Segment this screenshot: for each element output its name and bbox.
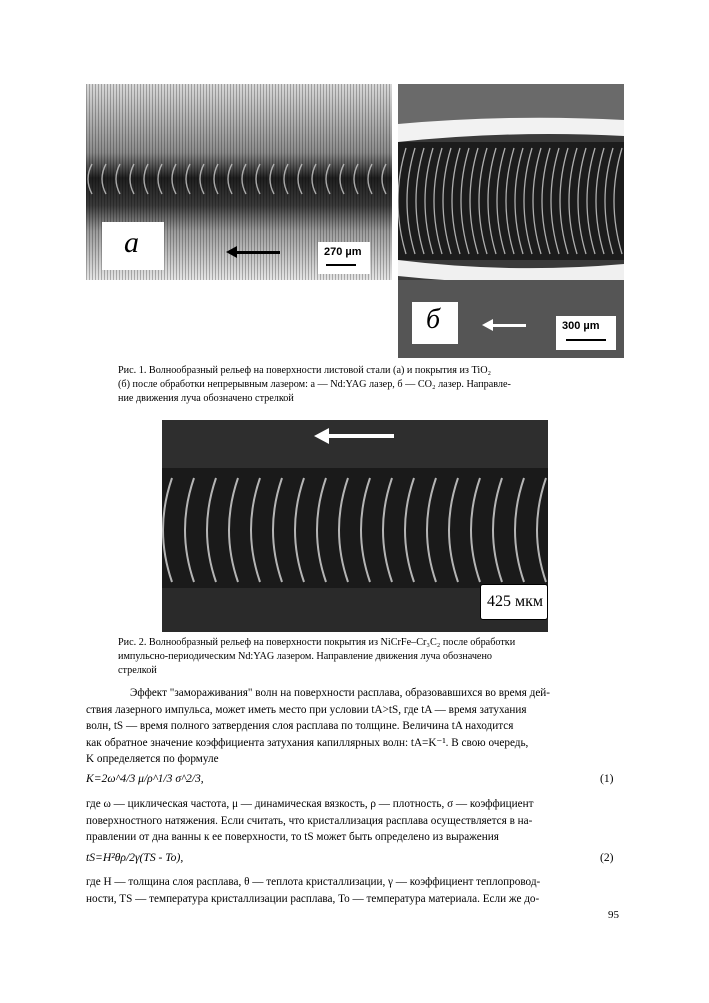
text-line: где ω — циклическая частота, μ — динамическая вязкость, ρ — плотность, σ — коэффициент	[86, 798, 534, 810]
panel-a-scale-box	[318, 242, 370, 274]
formula-1: K=2ω^4/3 μ/ρ^1/3 σ^2/3,	[86, 772, 204, 785]
arrow-head-a-icon	[226, 246, 237, 258]
figure1-caption	[118, 364, 598, 406]
text-line: K определяется по формуле	[86, 753, 219, 766]
caption-line: стрелкой	[118, 665, 157, 676]
figure2-scale-box	[480, 584, 548, 620]
text-line: где H — толщина слоя расплава, θ — теплота кристаллизации, γ — коэффициент теплопровод-	[86, 876, 541, 888]
panel-b-letter: б	[426, 304, 441, 335]
beam-direction-arrow-2	[328, 434, 394, 438]
figure1-panel-b-image	[398, 84, 624, 358]
paragraph-2	[86, 796, 624, 846]
formula-2: tS=H²θρ/2γ(TS - To),	[86, 851, 184, 864]
caption-line: импульсно-периодическим Nd:YAG лазером. Направление движения луча обозначено	[118, 651, 493, 662]
panel-a-scale-label: 270 µm	[324, 246, 362, 258]
text-line: ности, TS — температура кристаллизации расплава, To — температура материала. Если же до-	[86, 892, 540, 905]
arrow-head-2-icon	[314, 428, 329, 444]
figure2-scale-label: 425 мкм	[487, 593, 544, 610]
text-line: Эффект "замораживания" волн на поверхности расплава, образовавшихся во время дей-	[130, 687, 550, 699]
paragraph-3	[86, 874, 624, 907]
text-line: как обратное значение коэффициента затухания капиллярных волн: tA=K⁻¹. В свою очередь,	[86, 736, 529, 749]
formula-2-number: (2)	[600, 851, 614, 864]
figure2-image	[162, 420, 548, 632]
caption-line: (б) после обработки непрерывным лазером: а — Nd:YAG лазер, б — CO₂ лазер. Направле-	[118, 379, 511, 390]
figure1-panel-a-image	[86, 84, 392, 280]
page-number: 95	[608, 909, 619, 921]
panel-b-scale-label: 300 µm	[562, 320, 600, 332]
caption-line: Рис. 2. Волнообразный рельеф на поверхности покрытия из NiCrFe–Cr₃C₂ после обработки	[118, 637, 516, 648]
caption-line: ние движения луча обозначено стрелкой	[118, 393, 294, 404]
panel-a-letter: а	[124, 226, 139, 259]
caption-line: Рис. 1. Волнообразный рельеф на поверхности листовой стали (а) и покрытия из TiO₂	[118, 365, 492, 376]
arrow-head-b-icon	[482, 319, 493, 331]
panel-a-scale-bar	[326, 264, 356, 266]
formula-1-number: (1)	[600, 772, 614, 785]
text-line: ствия лазерного импульса, может иметь место при условии tA>tS, где tA — время затухания	[86, 703, 527, 716]
text-line: правлении от дна ванны к ее поверхности, то tS может быть определено из выражения	[86, 831, 499, 844]
text-line: поверхностного натяжения. Если считать, что кристаллизация расплава осуществляется в на-	[86, 814, 533, 827]
text-line: волн, tS — время полного затвердения слоя расплава по толщине. Величина tA находится	[86, 720, 514, 733]
panel-b-letter-box	[412, 302, 458, 344]
beam-direction-arrow-a	[234, 251, 280, 254]
panel-a-letter-box	[102, 222, 164, 270]
paragraph-1	[86, 685, 624, 768]
panel-b-scale-box	[556, 316, 616, 350]
beam-direction-arrow-b	[492, 324, 526, 327]
figure2-caption	[118, 636, 598, 678]
panel-b-scale-bar	[566, 339, 606, 341]
